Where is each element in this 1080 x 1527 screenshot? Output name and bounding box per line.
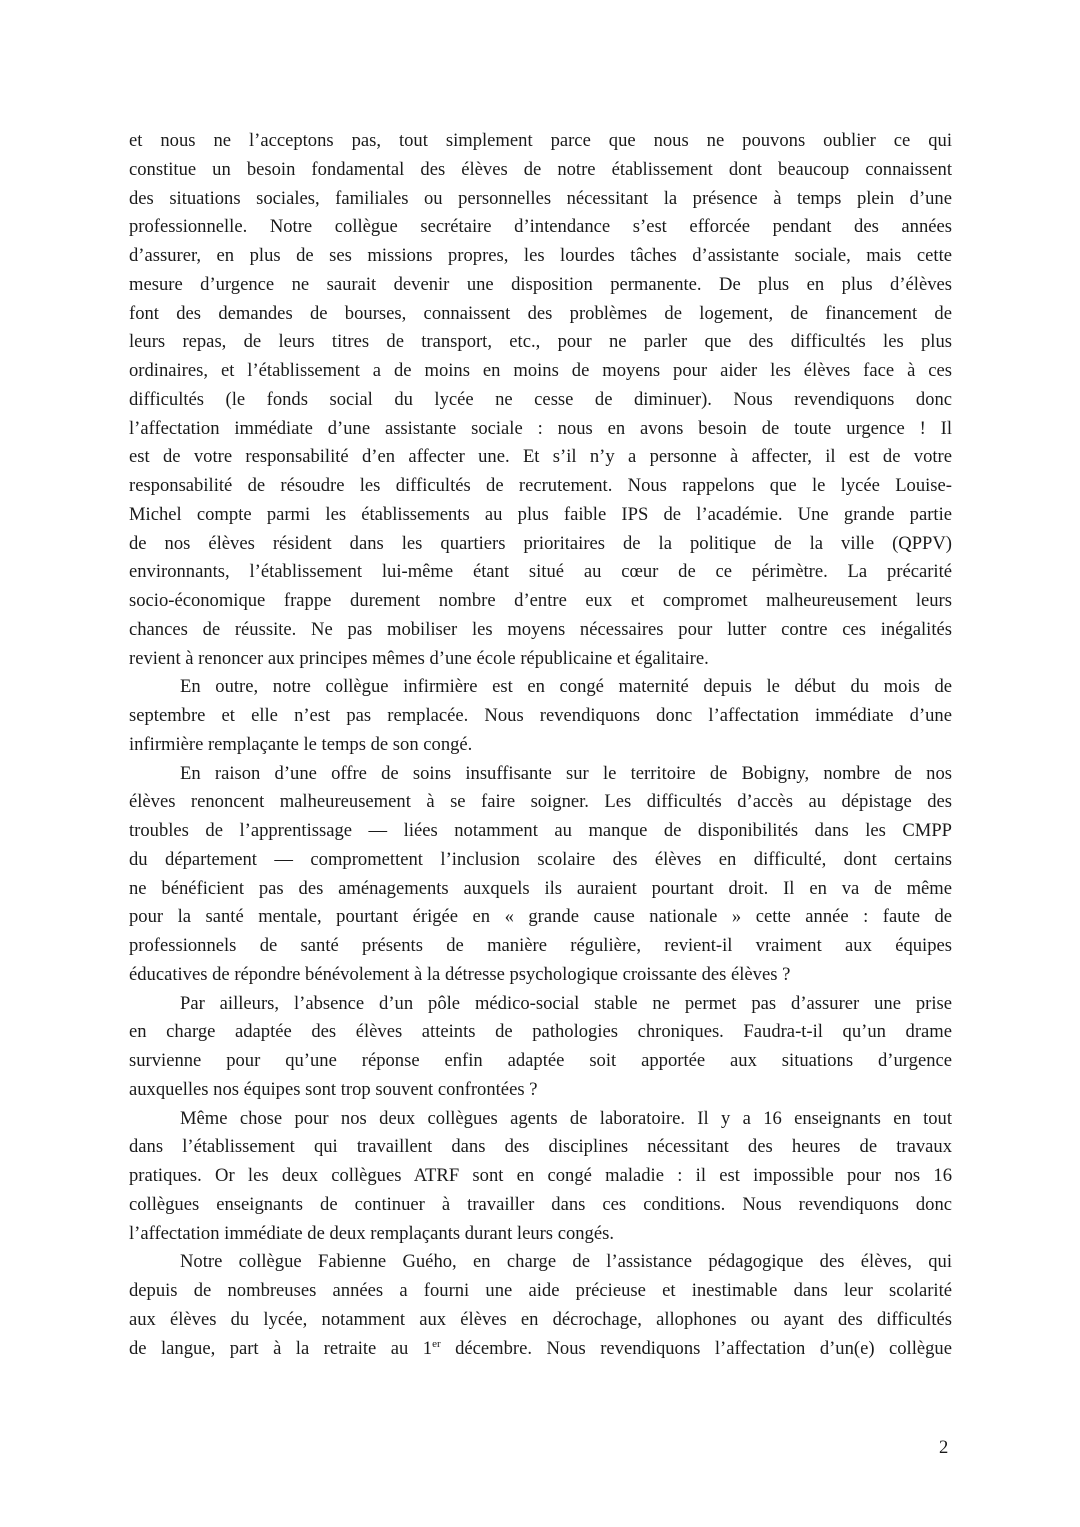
final-line-content bbox=[129, 1335, 952, 1364]
text-line bbox=[129, 846, 952, 875]
line-content: leurs repas, de leurs titres de transport, etc., pour ne parler que des difficultés les plus bbox=[129, 331, 952, 353]
line-content: éducatives de répondre bénévolement à la détresse psychologique croissante des élèves ? bbox=[129, 963, 791, 985]
line-content: et nous ne l’acceptons pas, tout simplement parce que nous ne pouvons oublier ce qui bbox=[129, 130, 952, 151]
line-content: Michel compte parmi les établissements au plus faible IPS de l’académie. Une grande partie bbox=[129, 503, 952, 525]
line-content: ordinaires, et l’établissement a de moins en moins de moyens pour aider les élèves face à ces bbox=[129, 360, 952, 381]
paragraph-first-line bbox=[129, 673, 952, 702]
text-line bbox=[129, 1047, 952, 1076]
text-line bbox=[129, 472, 952, 501]
paragraph-first-line bbox=[129, 1105, 952, 1134]
line-content: Par ailleurs, l’absence d’un pôle médico-social stable ne permet pas d’assurer une prise bbox=[180, 992, 952, 1014]
text-line bbox=[129, 530, 952, 559]
text-line bbox=[129, 156, 952, 185]
text-line bbox=[129, 788, 952, 817]
line-content: En raison d’une offre de soins insuffisante sur le territoire de Bobigny, nombre de nos bbox=[180, 762, 952, 784]
text-line bbox=[129, 903, 952, 932]
line-content: dans l’établissement qui travaillent dans des disciplines nécessitant des heures de travaux bbox=[129, 1136, 952, 1158]
text-line bbox=[129, 1191, 952, 1220]
line-content: collègues enseignants de continuer à travailler dans ces conditions. Nous revendiquons donc bbox=[129, 1193, 952, 1215]
line-content: mesure d’urgence ne saurait devenir une disposition permanente. De plus en plus d’élèves bbox=[129, 273, 952, 295]
line-content: responsabilité de résoudre les difficultés de recrutement. Nous rappelons que le lycée Louise- bbox=[129, 475, 952, 496]
text-line bbox=[129, 558, 952, 587]
text-line bbox=[129, 415, 952, 444]
text-line bbox=[129, 961, 952, 990]
line-content: est de votre responsabilité d’en affecter une. Et s’il n’y a personne à affecter, il est de votre bbox=[129, 446, 952, 468]
line-content: Même chose pour nos deux collègues agents de laboratoire. Il y a 16 enseignants en tout bbox=[180, 1107, 952, 1129]
line-content: aux élèves du lycée, notamment aux élèves en décrochage, allophones ou ayant des difficultés bbox=[129, 1308, 952, 1330]
text-line bbox=[129, 1277, 952, 1306]
text-line bbox=[129, 357, 952, 386]
text-line bbox=[129, 1162, 952, 1191]
line-content: d’assurer, en plus de ses missions propres, les lourdes tâches d’assistante sociale, mais cette bbox=[129, 245, 952, 266]
line-content: du département — compromettent l’inclusion scolaire des élèves en difficulté, dont certains bbox=[129, 848, 952, 870]
line-content: revient à renoncer aux principes mêmes d’une école républicaine et égalitaire. bbox=[129, 647, 709, 669]
line-content: professionnels de santé présents de manière régulière, revient-il vraiment aux équipes bbox=[129, 935, 952, 956]
text-line bbox=[129, 271, 952, 300]
line-content: en charge adaptée des élèves atteints de pathologies chroniques. Faudra-t-il qu’un drame bbox=[129, 1021, 952, 1043]
line-content: élèves renoncent malheureusement à se faire soigner. Les difficultés d’accès au dépistage des bbox=[129, 791, 952, 813]
line-content: socio-économique frappe durement nombre d’entre eux et compromet malheureusement leurs bbox=[129, 590, 952, 611]
line-content: font des demandes de bourses, connaissent des problèmes de logement, de financement de bbox=[129, 302, 952, 324]
line-content: troubles de l’apprentissage — liées notamment au manque de disponibilités dans les CMPP bbox=[129, 820, 952, 841]
text-line bbox=[129, 616, 952, 645]
line-content: l’affectation immédiate d’une assistante sociale : nous en avons besoin de toute urgence ! Il bbox=[129, 417, 952, 439]
line-content: depuis de nombreuses années a fourni une aide précieuse et inestimable dans leur scolarité bbox=[129, 1280, 952, 1301]
text-line bbox=[129, 300, 952, 329]
text-line bbox=[129, 932, 952, 961]
line-content: environnants, l’établissement lui-même étant situé au cœur de ce périmètre. La précarité bbox=[129, 561, 952, 583]
page-number: 2 bbox=[939, 1437, 949, 1458]
paragraph-first-line bbox=[129, 990, 952, 1019]
text-line bbox=[129, 242, 952, 271]
line-content: professionnelle. Notre collègue secrétaire d’intendance s’est efforcée pendant des années bbox=[129, 216, 952, 238]
line-content: des situations sociales, familiales ou personnelles nécessitant la présence à temps plein d’une bbox=[129, 187, 952, 209]
line-content: septembre et elle n’est pas remplacée. Nous revendiquons donc l’affectation immédiate d’une bbox=[129, 705, 952, 726]
paragraph-first-line bbox=[129, 1248, 952, 1277]
line-content: constitue un besoin fondamental des élèves de notre établissement dont beaucoup connaissent bbox=[129, 158, 952, 180]
line-content: auxquelles nos équipes sont trop souvent confrontées ? bbox=[129, 1078, 538, 1100]
text-line bbox=[129, 587, 952, 616]
text-line bbox=[129, 731, 952, 760]
line-content: difficultés (le fonds social du lycée ne cesse de diminuer). Nous revendiquons donc bbox=[129, 388, 952, 410]
final-line-text-b: décembre. Nous revendiquons l’affectation d’un(e) collègue bbox=[440, 1337, 952, 1359]
line-content: infirmière remplaçante le temps de son congé. bbox=[129, 733, 473, 755]
text-line bbox=[129, 1220, 952, 1249]
line-content: pour la santé mentale, pourtant érigée en « grande cause nationale » cette année : faute de bbox=[129, 906, 952, 928]
text-line bbox=[129, 1306, 952, 1335]
text-line bbox=[129, 127, 952, 156]
text-line bbox=[129, 645, 952, 674]
text-line bbox=[129, 213, 952, 242]
text-line-final bbox=[129, 1335, 952, 1364]
paragraph-first-line bbox=[129, 760, 952, 789]
line-content: En outre, notre collègue infirmière est en congé maternité depuis le début du mois de bbox=[180, 676, 952, 698]
body-text bbox=[129, 127, 952, 1335]
text-line bbox=[129, 1076, 952, 1105]
text-line bbox=[129, 875, 952, 904]
text-line bbox=[129, 817, 952, 846]
text-line bbox=[129, 501, 952, 530]
line-content: l’affectation immédiate de deux remplaçants durant leurs congés. bbox=[129, 1222, 614, 1244]
line-content: survienne pour qu’une réponse enfin adaptée soit apportée aux situations d’urgence bbox=[129, 1050, 952, 1071]
text-line bbox=[129, 443, 952, 472]
line-content: ne bénéficient pas des aménagements auxquels ils auraient pourtant droit. Il en va de même bbox=[129, 877, 952, 899]
text-line bbox=[129, 702, 952, 731]
ordinal-superscript: er bbox=[432, 1337, 441, 1350]
text-line bbox=[129, 1018, 952, 1047]
line-content: de nos élèves résident dans les quartiers prioritaires de la politique de la ville (QPPV) bbox=[129, 532, 952, 554]
line-content: Notre collègue Fabienne Guého, en charge de l’assistance pédagogique des élèves, qui bbox=[180, 1251, 952, 1273]
line-content: pratiques. Or les deux collègues ATRF sont en congé maladie : il est impossible pour nos 16 bbox=[129, 1165, 952, 1186]
line-content: chances de réussite. Ne pas mobiliser les moyens nécessaires pour lutter contre ces inégalités bbox=[129, 618, 952, 640]
text-line bbox=[129, 1133, 952, 1162]
text-line bbox=[129, 386, 952, 415]
text-line bbox=[129, 328, 952, 357]
final-line-text-a: de langue, part à la retraite au 1 bbox=[129, 1337, 433, 1359]
text-line bbox=[129, 185, 952, 214]
